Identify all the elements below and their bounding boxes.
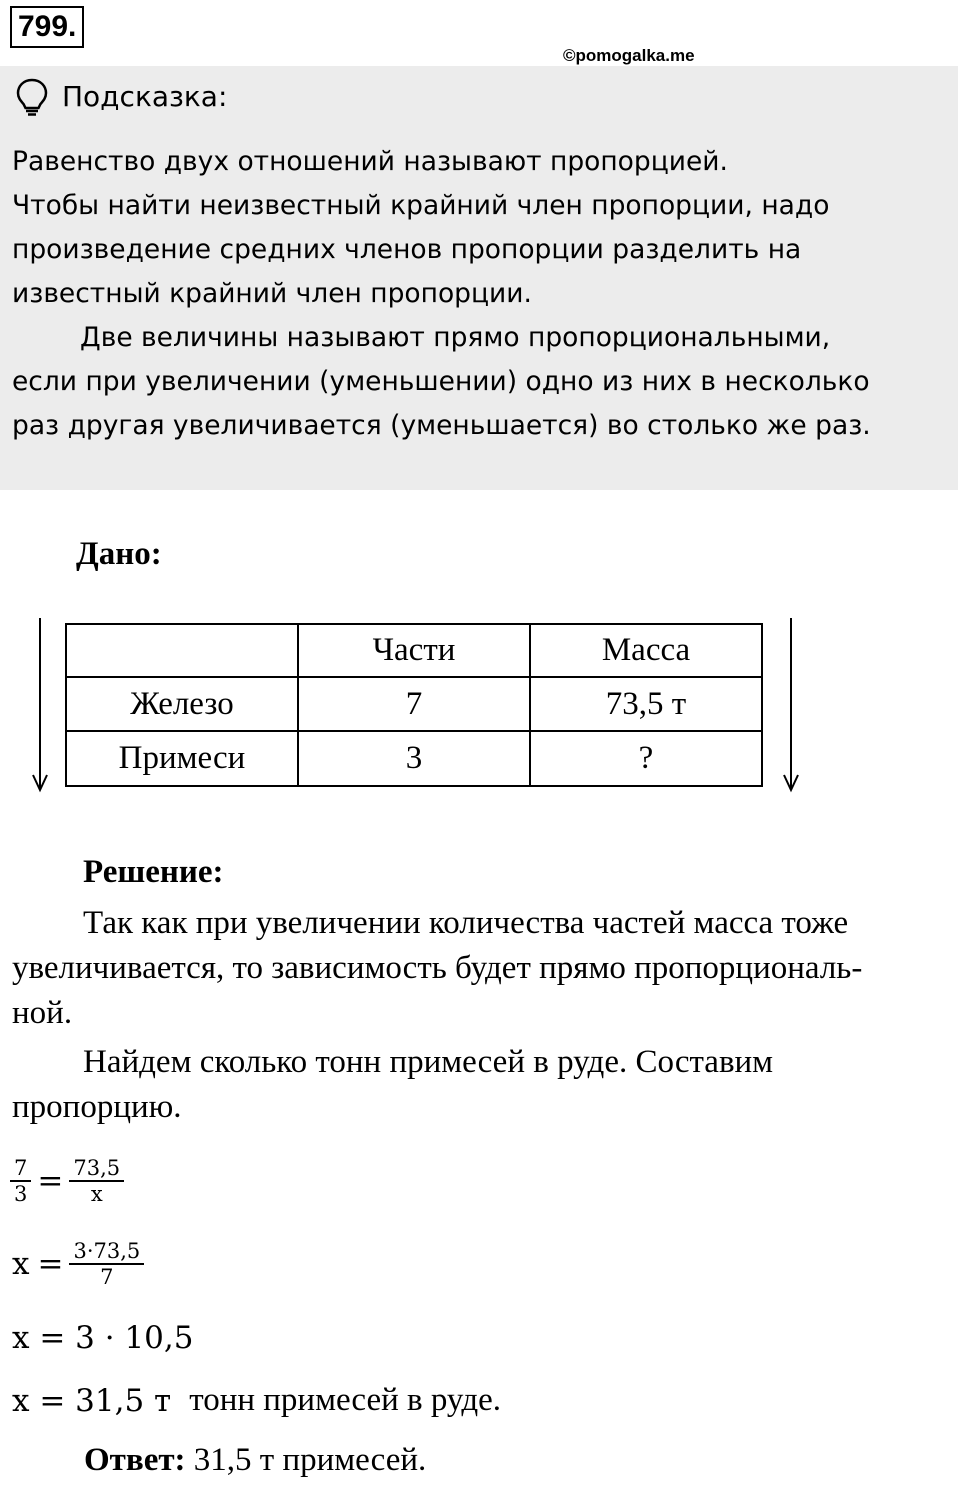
- variable-x: x: [12, 1246, 30, 1282]
- problem-number: 799.: [10, 6, 84, 48]
- table-cell: Примеси: [66, 731, 298, 786]
- hint-line: раз другая увеличивается (уменьшается) во столько же раз.: [12, 410, 871, 441]
- solution-line: пропорцию.: [12, 1089, 182, 1125]
- solution-paragraph: [12, 1040, 947, 1130]
- fraction-denominator: 3: [10, 1180, 31, 1206]
- hint-line: Две величины называют прямо пропорциональными,: [80, 322, 831, 353]
- fraction-denominator: x: [69, 1180, 124, 1206]
- table-row: [66, 731, 762, 786]
- table-header-cell: [66, 624, 298, 677]
- equals-sign: =: [37, 1246, 64, 1282]
- table-row: [66, 677, 762, 731]
- given-title: Дано:: [76, 536, 162, 572]
- equals-sign: =: [37, 1163, 64, 1199]
- solution-line: ной.: [12, 995, 73, 1031]
- result-text: тонн примесей в руде.: [189, 1382, 502, 1418]
- watermark: ©pomogalka.me: [563, 46, 695, 65]
- fraction: [71, 1239, 142, 1289]
- arrow-down-right-icon: [781, 618, 801, 794]
- hint-title: [16, 78, 227, 116]
- solution: [12, 850, 947, 1130]
- equation-proportion: [12, 1156, 122, 1206]
- answer-label: Ответ:: [84, 1442, 186, 1478]
- equation-text: x = 3 · 10,5: [12, 1320, 194, 1356]
- fraction-numerator: 7: [14, 1156, 28, 1180]
- hint-line: известный крайний член пропорции.: [12, 278, 532, 309]
- solution-title: Решение:: [83, 854, 224, 890]
- table-header-cell: Масса: [530, 624, 762, 677]
- answer-value: 31,5 т примесей.: [193, 1442, 427, 1478]
- solution-line: Найдем сколько тонн примесей в руде. Составим: [83, 1044, 774, 1080]
- equation-text: x = 31,5 т: [12, 1382, 172, 1419]
- fraction-numerator: 3·73,5: [73, 1239, 141, 1263]
- fraction: [12, 1156, 29, 1206]
- table-cell: 7: [298, 677, 530, 731]
- table-cell: ?: [530, 731, 762, 786]
- table-header-cell: Части: [298, 624, 530, 677]
- solution-line: увеличивается, то зависимость будет прямо пропорциональ-: [12, 950, 863, 986]
- hint-text: [12, 140, 942, 448]
- hint-line: Чтобы найти неизвестный крайний член пропорции, надо: [12, 190, 830, 221]
- fraction-denominator: 7: [69, 1263, 144, 1289]
- lightbulb-icon: [16, 78, 48, 116]
- answer: [84, 1442, 426, 1479]
- fraction: [71, 1156, 122, 1206]
- table-cell: 3: [298, 731, 530, 786]
- equation-x-fraction: [12, 1239, 142, 1289]
- solution-paragraph: [12, 901, 947, 1036]
- table-cell: 73,5 т: [530, 677, 762, 731]
- table-cell: Железо: [66, 677, 298, 731]
- solution-line: Так как при увеличении количества частей масса тоже: [83, 905, 849, 941]
- table-header-row: [66, 624, 762, 677]
- hint-title-text: Подсказка:: [62, 80, 228, 113]
- given-table: [65, 623, 763, 787]
- hint-line: если при увеличении (уменьшении) одно из них в несколько: [12, 366, 870, 397]
- equation-x-product: [12, 1320, 193, 1356]
- fraction-numerator: 73,5: [73, 1156, 121, 1180]
- equation-x-result: [12, 1382, 501, 1419]
- hint-line: Равенство двух отношений называют пропорцией.: [12, 146, 728, 177]
- arrow-down-left-icon: [30, 618, 50, 794]
- hint-line: произведение средних членов пропорции разделить на: [12, 234, 802, 265]
